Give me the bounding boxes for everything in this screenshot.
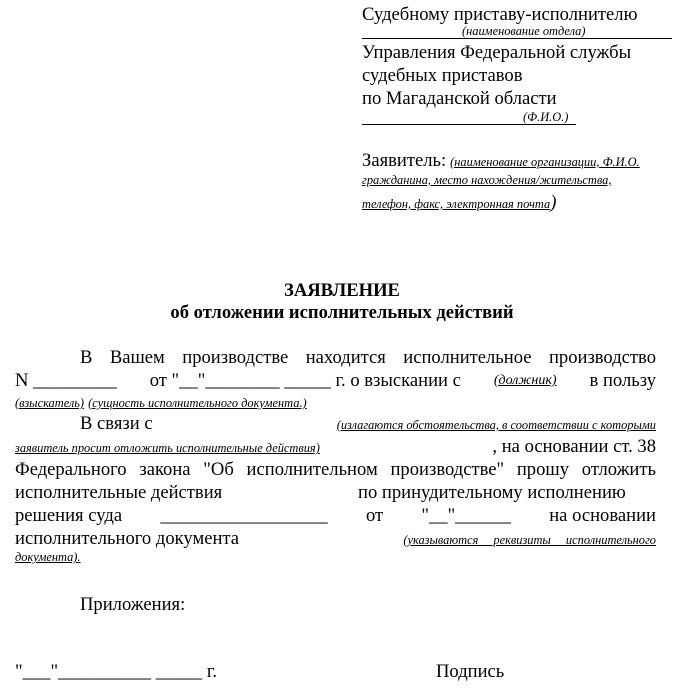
p2-start: В связи с xyxy=(80,413,153,434)
p2-actions: исполнительные действия xyxy=(15,482,223,503)
p2-exec-doc: исполнительного документа xyxy=(15,528,240,549)
essence-hint: (сущность исполнительного документа.) xyxy=(88,396,307,410)
fio-hint: (Ф.И.О.) xyxy=(523,110,569,124)
p2-line-2 xyxy=(15,436,656,458)
p1-line-2 xyxy=(15,370,656,392)
p1-date: от "__"________ _____ г. о взыскании с xyxy=(149,370,461,391)
p1-line-3 xyxy=(15,394,307,412)
org-line-3: по Магаданской области xyxy=(362,88,557,109)
applicant-hint-2: гражданина, место нахождения/жительства, xyxy=(362,173,612,187)
doc-title: ЗАЯВЛЕНИЕ xyxy=(284,280,400,301)
org-line-2: судебных приставов xyxy=(362,65,523,86)
p2-line-4 xyxy=(15,482,656,504)
applicant-line-3 xyxy=(362,192,556,214)
p2-line-1 xyxy=(80,413,656,435)
p2-law: Федерального закона "Об исполнительном производстве" прошу отложить xyxy=(15,459,656,480)
signature-label: Подпись xyxy=(436,661,505,682)
p2-from: от xyxy=(365,505,384,526)
applicant-close: ) xyxy=(550,192,557,213)
p2-on-basis: на основании xyxy=(549,505,656,526)
p2-decision: решения суда xyxy=(15,505,123,526)
p1-line-1 xyxy=(80,347,656,369)
doc-subtitle: об отложении исполнительных действий xyxy=(170,302,514,323)
debtor-hint: (должник) xyxy=(493,373,557,388)
applicant-label: Заявитель: xyxy=(362,150,447,171)
in-favor: в пользу xyxy=(589,370,656,391)
applicant-hint-1: (наименование организации, Ф.И.О. xyxy=(450,155,640,169)
dept-hint: (наименование отдела) xyxy=(462,24,586,38)
circ-hint-2: заявитель просит отложить исполнительные действия) xyxy=(15,441,320,455)
p2-line-3 xyxy=(15,459,656,481)
footer-date: "___"__________ _____ г. xyxy=(15,661,217,682)
req-hint-2: документа). xyxy=(15,550,81,564)
p2-line-5 xyxy=(15,505,656,527)
circ-hint-1: (излагаются обстоятельства, в соответствии с которыми xyxy=(336,418,656,432)
claimant-hint: (взыскатель) xyxy=(15,396,85,410)
p2-decision-line: __________________ xyxy=(160,505,328,526)
applicant-line-1 xyxy=(362,150,640,172)
p2-line-6 xyxy=(15,528,656,550)
p1-text: В Вашем производстве находится исполнительное производство xyxy=(80,347,656,368)
req-hint-1: (указываются реквизиты исполнительного xyxy=(403,533,656,547)
org-line-1: Управления Федеральной службы xyxy=(362,42,632,63)
p1-number: N _________ xyxy=(15,370,117,391)
applicant-hint-3: телефон, факс, электронная почта xyxy=(362,197,551,211)
p2-basis: , на основании ст. 38 xyxy=(492,436,656,457)
p2-date: "__"______ xyxy=(421,505,511,526)
attachments-label: Приложения: xyxy=(80,594,186,615)
p2-forced: по принудительному исполнению xyxy=(358,482,626,503)
addressee: Судебному приставу-исполнителю xyxy=(362,4,638,25)
